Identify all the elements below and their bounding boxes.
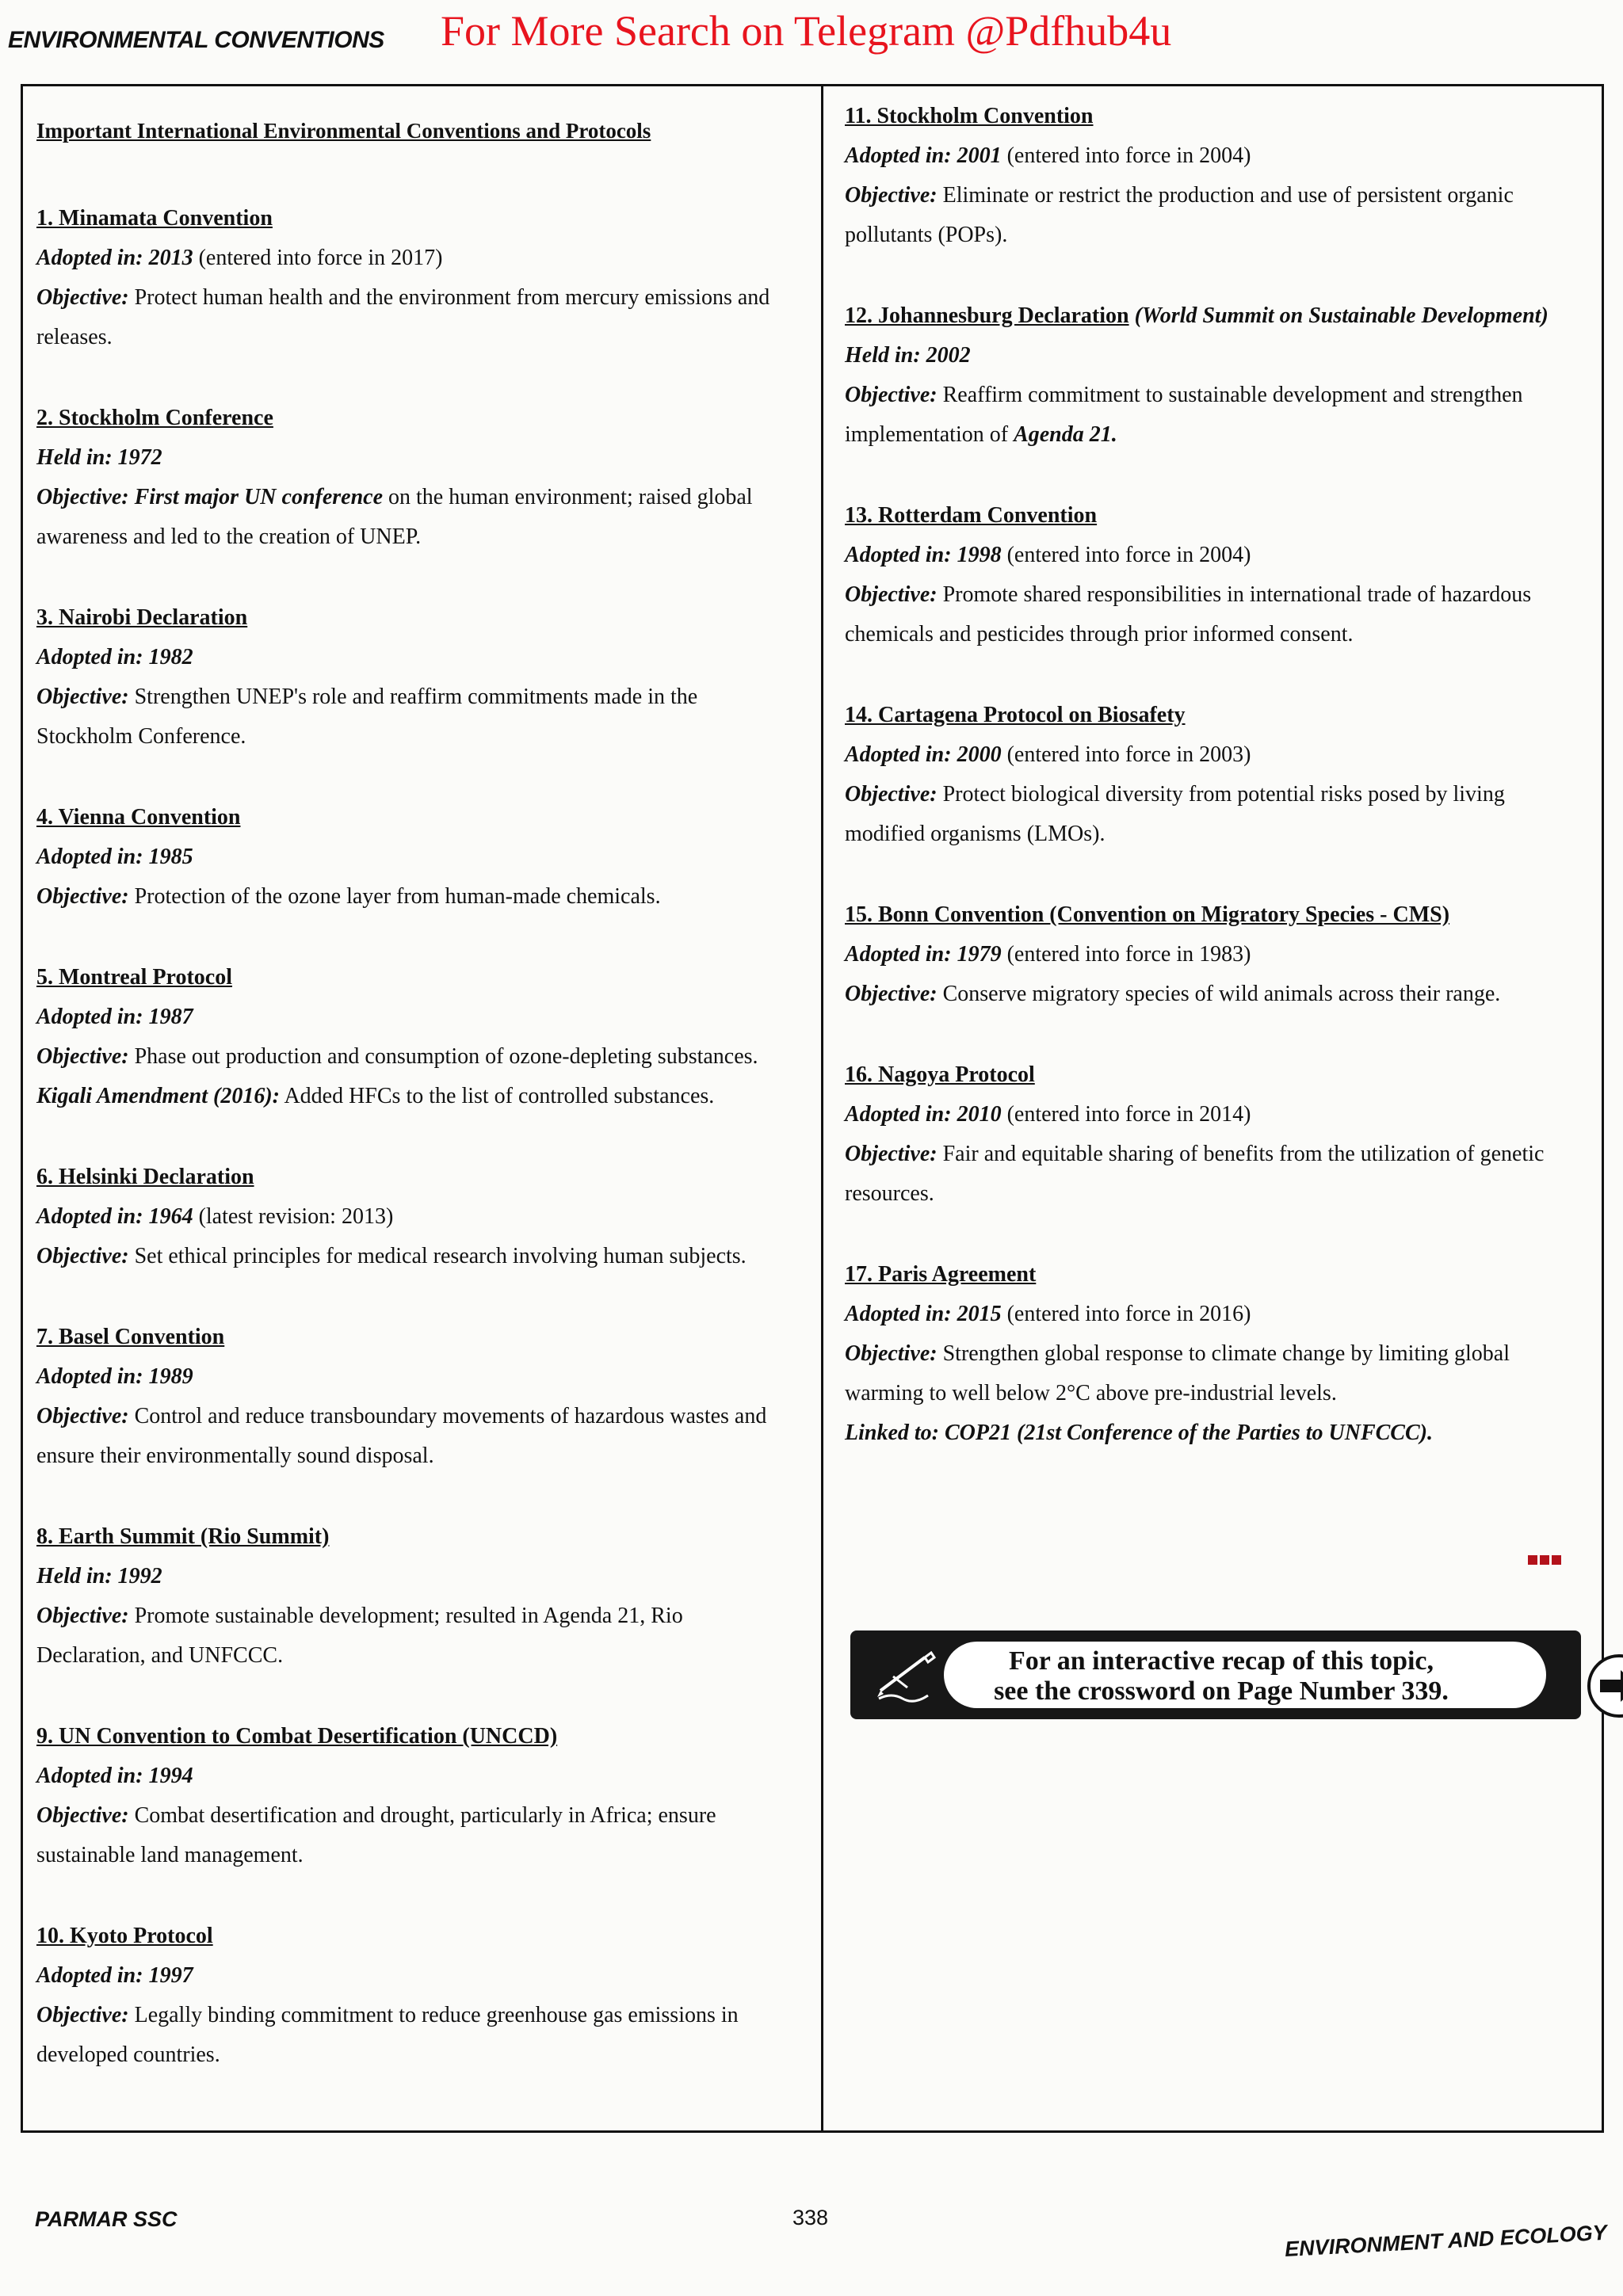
date-label: Adopted in: [36, 645, 143, 669]
entry-title: 8. Earth Summit (Rio Summit) [36, 1524, 330, 1549]
entry-date-line [36, 1756, 797, 1796]
date-label: Adopted in: [36, 1364, 143, 1389]
date-value: 1982 [148, 645, 193, 669]
objective-label: Objective: [36, 884, 129, 909]
date-value: 1985 [148, 845, 193, 869]
entry-heading [36, 958, 797, 997]
objective-label: Objective: [36, 1604, 129, 1628]
entry-date-line [36, 1956, 797, 1996]
entry-objective [845, 1135, 1590, 1214]
date-label: Adopted in: [845, 942, 952, 967]
objective-emphasis: First major UN conference [134, 485, 384, 509]
entry-heading [845, 895, 1590, 935]
footer-subject: ENVIRONMENT AND ECOLOGY [1284, 2220, 1608, 2262]
date-label: Adopted in: [845, 543, 952, 567]
date-label: Held in: [845, 343, 921, 368]
entry-title: 12. Johannesburg Declaration [845, 303, 1129, 328]
date-label: Adopted in: [845, 1102, 952, 1127]
pen-icon [876, 1648, 939, 1703]
objective-label: Objective: [36, 1244, 129, 1268]
objective-label: Objective: [36, 485, 129, 509]
entry-heading [36, 1717, 797, 1756]
entry-title: 13. Rotterdam Convention [845, 503, 1098, 528]
entry-heading [845, 296, 1590, 336]
convention-entry [845, 97, 1590, 255]
objective-text: on the human environment; raised global awareness and led to the creation of UNEP. [36, 485, 753, 549]
extra-text: COP21 (21st Conference of the Parties to UNFCCC). [945, 1421, 1433, 1445]
entry-heading [36, 399, 797, 438]
convention-entry [36, 1517, 797, 1676]
entry-title: 7. Basel Convention [36, 1325, 225, 1349]
entry-title: 9. UN Convention to Combat Desertification (UNCCD) [36, 1724, 558, 1749]
entry-date-line [845, 136, 1590, 176]
convention-entry [845, 1055, 1590, 1214]
objective-text: Protect biological diversity from potential risks posed by living modified organisms (LMOs). [845, 782, 1505, 846]
entry-date-line [845, 735, 1590, 775]
recap-text-box [944, 1642, 1546, 1708]
entry-objective [36, 1996, 797, 2075]
convention-entry [845, 696, 1590, 854]
extra-label: Linked to: [845, 1421, 939, 1445]
convention-entry [36, 1318, 797, 1476]
objective-text: Phase out production and consumption of ozone-depleting substances. [134, 1044, 758, 1069]
convention-entry [845, 895, 1590, 1014]
entry-heading [845, 496, 1590, 536]
telegram-promo: For More Search on Telegram @Pdfhub4u [441, 7, 1172, 55]
date-extra: (entered into force in 2004) [1001, 143, 1251, 168]
extra-label: Kigali Amendment (2016): [36, 1084, 280, 1108]
date-value: 1987 [148, 1005, 193, 1029]
entry-title: 3. Nairobi Declaration [36, 605, 248, 630]
entry-heading [36, 598, 797, 638]
entry-heading [36, 1917, 797, 1956]
date-value: 2000 [957, 742, 1002, 767]
recap-line-1: For an interactive recap of this topic, [1008, 1646, 1434, 1676]
entry-heading [845, 696, 1590, 735]
entry-title: 5. Montreal Protocol [36, 965, 233, 990]
entry-date-line [36, 1197, 797, 1237]
objective-label: Objective: [845, 782, 938, 807]
convention-entry [36, 399, 797, 557]
entry-heading [36, 1318, 797, 1357]
extra-text: Added HFCs to the list of controlled substances. [284, 1084, 715, 1108]
objective-label: Objective: [845, 1341, 938, 1366]
convention-entry [845, 496, 1590, 654]
date-value: 1992 [117, 1564, 162, 1589]
entry-heading [36, 199, 797, 238]
objective-label: Objective: [36, 285, 129, 310]
objective-text: Promote shared responsibilities in international trade of hazardous chemicals and pesticides through prior informed consent. [845, 582, 1532, 646]
date-label: Adopted in: [845, 742, 952, 767]
entry-extra-line [36, 1077, 797, 1116]
date-value: 1994 [148, 1764, 193, 1788]
entry-title: 17. Paris Agreement [845, 1262, 1037, 1287]
date-value: 2015 [957, 1302, 1002, 1326]
entry-extra-line [845, 1413, 1590, 1453]
objective-text: Promote sustainable development; resulted in Agenda 21, Rio Declaration, and UNFCCC. [36, 1604, 683, 1668]
objective-text: Eliminate or restrict the production and use of persistent organic pollutants (POPs). [845, 183, 1514, 247]
date-value: 2013 [148, 246, 193, 270]
entry-objective [36, 1237, 797, 1276]
entry-heading [36, 1517, 797, 1557]
right-entries [845, 97, 1590, 1453]
recap-text [944, 1646, 1499, 1707]
page-number: 338 [792, 2206, 829, 2229]
date-extra: (entered into force in 2004) [1001, 543, 1251, 567]
objective-label: Objective: [845, 183, 938, 208]
date-value: 1979 [957, 942, 1002, 967]
objective-text: Strengthen global response to climate change by limiting global warming to well below 2°C above pre-industrial levels. [845, 1341, 1510, 1405]
date-extra: (entered into force in 1983) [1001, 942, 1251, 967]
date-label: Adopted in: [36, 1963, 143, 1988]
entry-title: 15. Bonn Convention (Convention on Migratory Species - CMS) [845, 902, 1450, 927]
entry-objective [845, 376, 1590, 455]
objective-label: Objective: [36, 1404, 129, 1428]
recap-line-2: see the crossword on Page Number 339. [994, 1676, 1449, 1706]
date-label: Adopted in: [36, 1764, 143, 1788]
objective-text: Strengthen UNEP's role and reaffirm commitments made in the Stockholm Conference. [36, 685, 698, 749]
entry-date-line [36, 638, 797, 677]
objective-text: Fair and equitable sharing of benefits from the utilization of genetic resources. [845, 1142, 1545, 1206]
convention-entry [36, 1917, 797, 2075]
entry-objective [845, 974, 1590, 1014]
entry-date-line [845, 1095, 1590, 1135]
right-column [845, 97, 1590, 1494]
date-extra: (entered into force in 2003) [1001, 742, 1251, 767]
date-value: 1972 [117, 445, 162, 470]
objective-label: Objective: [36, 1803, 129, 1828]
date-value: 2002 [926, 343, 971, 368]
entry-date-line [845, 1295, 1590, 1334]
convention-entry [845, 296, 1590, 455]
entry-objective [36, 1037, 797, 1077]
objective-emphasis-end: Agenda 21. [1014, 422, 1117, 447]
entry-date-line [845, 536, 1590, 575]
entry-title: 1. Minamata Convention [36, 206, 273, 231]
end-marks [1528, 1554, 1564, 1569]
convention-entry [36, 598, 797, 757]
left-entries [36, 199, 797, 2075]
objective-text: Set ethical principles for medical research involving human subjects. [134, 1244, 747, 1268]
footer-publisher: PARMAR SSC [35, 2207, 178, 2231]
entry-date-line [36, 837, 797, 877]
entry-heading [845, 1055, 1590, 1095]
objective-label: Objective: [845, 1142, 938, 1166]
date-value: 2010 [957, 1102, 1002, 1127]
entry-title: 6. Helsinki Declaration [36, 1165, 254, 1189]
date-extra: (latest revision: 2013) [193, 1204, 394, 1229]
date-label: Adopted in: [36, 845, 143, 869]
entry-objective [36, 1796, 797, 1875]
date-label: Adopted in: [36, 246, 143, 270]
objective-text: Protect human health and the environment from mercury emissions and releases. [36, 285, 770, 349]
entry-heading [36, 1158, 797, 1197]
objective-text: Legally binding commitment to reduce greenhouse gas emissions in developed countries. [36, 2003, 739, 2067]
arrow-right-icon[interactable] [1587, 1654, 1623, 1718]
entry-title: 10. Kyoto Protocol [36, 1924, 213, 1948]
section-header: ENVIRONMENTAL CONVENTIONS [8, 27, 384, 53]
column-divider [821, 86, 823, 2133]
date-value: 1997 [148, 1963, 193, 1988]
entry-date-line [36, 238, 797, 278]
objective-label: Objective: [845, 982, 938, 1006]
left-column [36, 119, 797, 2116]
objective-text: Combat desertification and drought, particularly in Africa; ensure sustainable land management. [36, 1803, 716, 1867]
entry-date-line [36, 997, 797, 1037]
entry-date-line [845, 336, 1590, 376]
convention-entry [36, 1717, 797, 1875]
date-value: 1989 [148, 1364, 193, 1389]
entry-title: 16. Nagoya Protocol [845, 1062, 1035, 1087]
entry-objective [36, 278, 797, 357]
entry-date-line [845, 935, 1590, 974]
entry-objective [36, 877, 797, 917]
entry-objective [36, 1397, 797, 1476]
date-extra: (entered into force in 2016) [1001, 1302, 1251, 1326]
date-extra: (entered into force in 2014) [1001, 1102, 1251, 1127]
objective-text: Control and reduce transboundary movements of hazardous wastes and ensure their environmentally sound disposal. [36, 1404, 767, 1468]
convention-entry [36, 1158, 797, 1276]
convention-entry [36, 798, 797, 917]
date-label: Adopted in: [36, 1204, 143, 1229]
convention-entry [845, 1255, 1590, 1453]
date-label: Adopted in: [36, 1005, 143, 1029]
date-label: Held in: [36, 1564, 113, 1589]
date-label: Adopted in: [845, 1302, 952, 1326]
entry-title: 11. Stockholm Convention [845, 104, 1094, 128]
entry-heading [36, 798, 797, 837]
date-label: Adopted in: [845, 143, 952, 168]
entry-heading [845, 97, 1590, 136]
page-title: Important International Environmental Conventions and Protocols [36, 119, 651, 143]
entry-date-line [36, 438, 797, 478]
entry-objective [36, 478, 797, 557]
date-value: 1964 [148, 1204, 193, 1229]
entry-objective [36, 1596, 797, 1676]
objective-text: Reaffirm commitment to sustainable development and strengthen implementation of [845, 383, 1523, 447]
date-value: 1998 [957, 543, 1002, 567]
entry-date-line [36, 1557, 797, 1596]
entry-title: 2. Stockholm Conference [36, 406, 273, 430]
entry-objective [845, 1334, 1590, 1413]
objective-text: Protection of the ozone layer from human-made chemicals. [134, 884, 661, 909]
entry-heading [845, 1255, 1590, 1295]
date-extra: (entered into force in 2017) [193, 246, 443, 270]
entry-title: 4. Vienna Convention [36, 805, 241, 830]
entry-objective [845, 176, 1590, 255]
date-label: Held in: [36, 445, 113, 470]
entry-objective [845, 775, 1590, 854]
objective-text: Conserve migratory species of wild animals across their range. [942, 982, 1501, 1006]
entry-objective [36, 677, 797, 757]
recap-banner[interactable] [850, 1630, 1581, 1719]
entry-objective [845, 575, 1590, 654]
entry-date-line [36, 1357, 797, 1397]
objective-label: Objective: [845, 383, 938, 407]
convention-entry [36, 199, 797, 357]
objective-label: Objective: [845, 582, 938, 607]
objective-label: Objective: [36, 1044, 129, 1069]
entry-title: 14. Cartagena Protocol on Biosafety [845, 703, 1186, 727]
objective-label: Objective: [36, 685, 129, 709]
date-value: 2001 [957, 143, 1002, 168]
convention-entry [36, 958, 797, 1116]
entry-title-note: (World Summit on Sustainable Development) [1128, 303, 1549, 328]
objective-label: Objective: [36, 2003, 129, 2027]
